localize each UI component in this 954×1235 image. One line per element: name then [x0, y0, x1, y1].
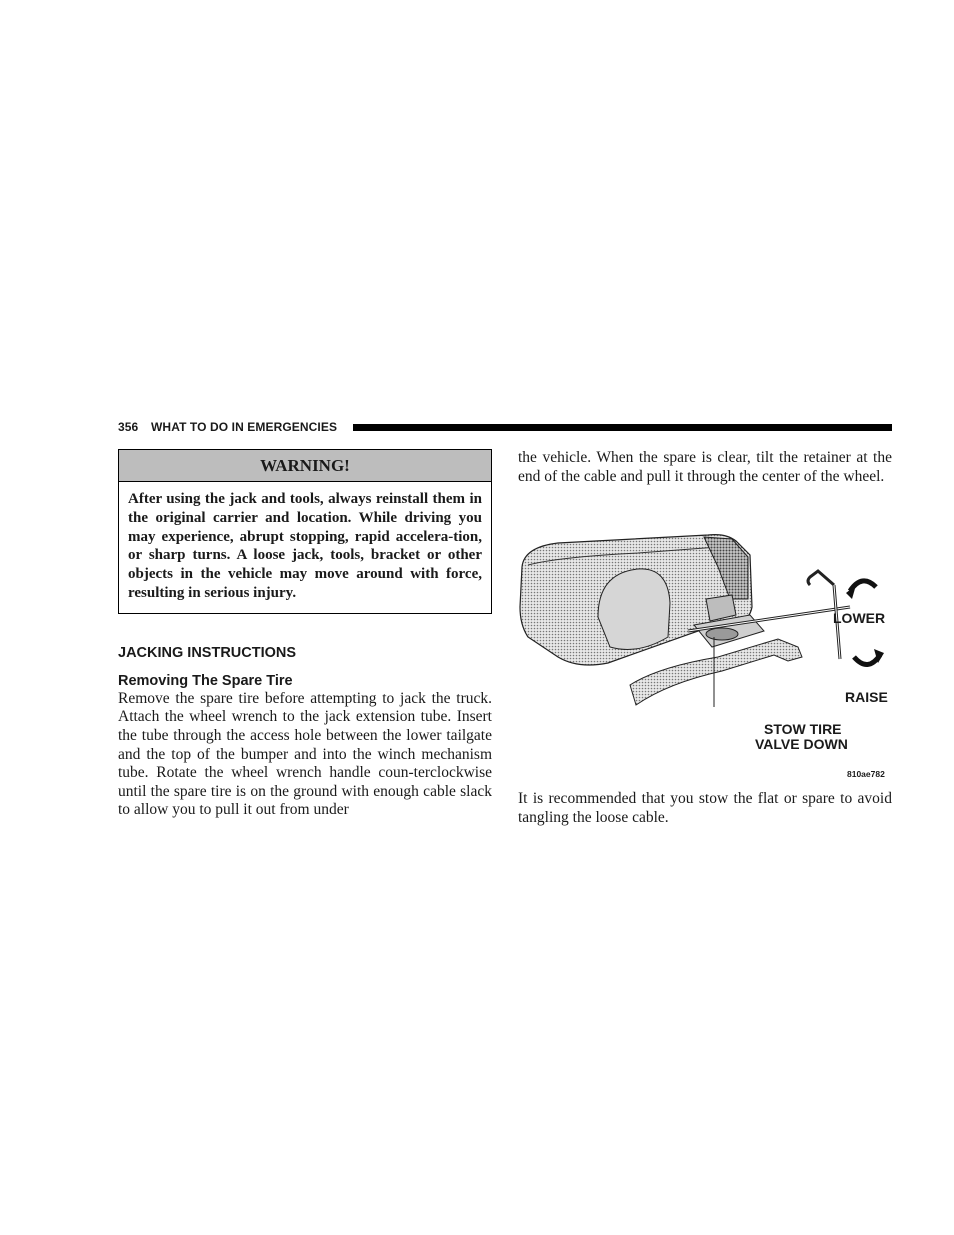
wheel-wrench	[808, 571, 834, 585]
subsection-heading: Removing The Spare Tire	[118, 672, 293, 689]
valve-down-label: VALVE DOWN	[755, 736, 848, 753]
warning-box	[118, 449, 492, 614]
stow-recommendation-paragraph: It is recommended that you stow the flat or spare to avoid tangling the loose cable.	[518, 790, 892, 826]
warning-title: WARNING!	[119, 450, 491, 482]
continuation-paragraph: the vehicle. When the spare is clear, tilt the retainer at the end of the cable and pull it through the center of the wheel.	[518, 449, 892, 485]
spare-tire-illustration	[518, 507, 892, 780]
instructions-paragraph: Remove the spare tire before attempting to jack the truck. Attach the wheel wrench to the jack extension tube. Insert the tube through the access hole between the lower tailgate and the top of the bumper and into the winch mechanism tube. Rotate the wheel wrench handle coun-terclockwise until the spare tire is on the ground with enough cable slack to allow you to pull it out from under	[118, 689, 492, 819]
left-column	[118, 449, 492, 820]
winch-drum	[706, 628, 738, 640]
header-rule	[353, 424, 892, 431]
truck-underside-drawing	[518, 507, 892, 707]
lower-label: LOWER	[833, 610, 886, 627]
warning-body: After using the jack and tools, always reinstall them in the original carrier and location. While driving you may experience, abrupt stopping, rapid accelera-tion, or sharp turns. A loose jack, tools, bracket or other objects in the vehicle may move around with force, resulting in serious injury.	[128, 491, 482, 601]
stow-tire-label: STOW TIRE	[764, 721, 842, 738]
frame-rail	[630, 639, 802, 705]
raise-arrow-icon	[854, 655, 880, 665]
page-header	[118, 419, 892, 437]
section-title: WHAT TO DO IN EMERGENCIES	[151, 420, 338, 434]
figure-code: 810ae782	[847, 769, 885, 780]
section-heading: JACKING INSTRUCTIONS	[118, 644, 297, 661]
right-column	[518, 449, 892, 827]
raise-label: RAISE	[845, 689, 888, 706]
page-number: 356	[118, 420, 139, 434]
